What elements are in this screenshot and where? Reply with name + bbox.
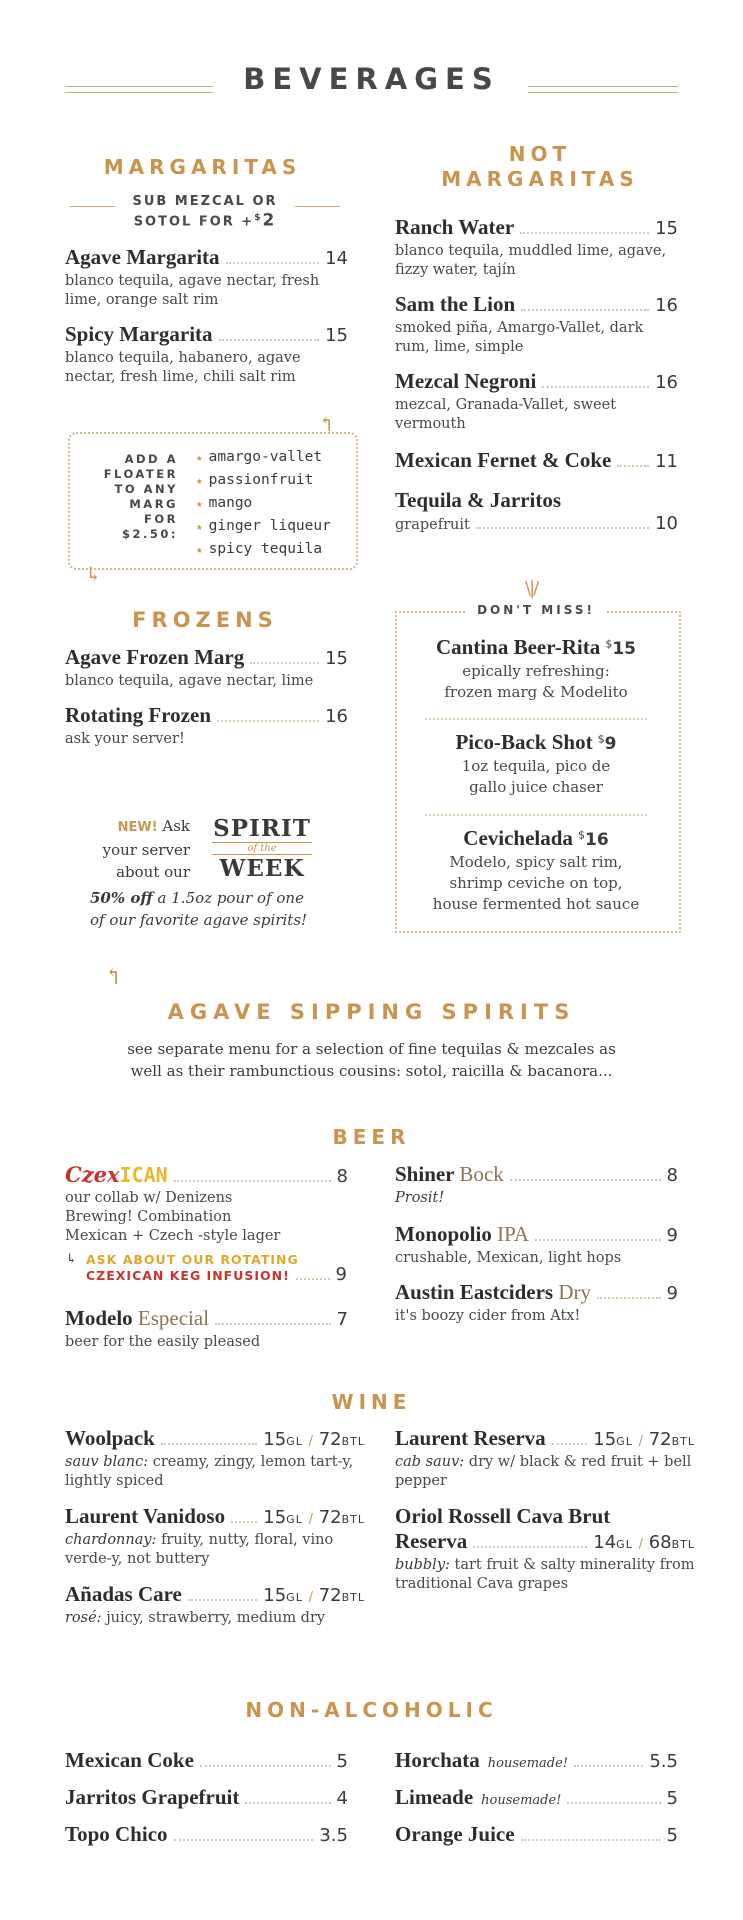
floater-option: ★ ginger liqueur <box>196 518 331 534</box>
star-icon: ★ <box>196 474 203 487</box>
spirit-offer: 50% off a 1.5oz pour of one of our favorite agave spirits! <box>90 889 308 929</box>
page-title: BEVERAGES <box>243 62 500 96</box>
menu-item: Austin Eastciders Dry 9 it's boozy cider from Atx! <box>395 1280 678 1324</box>
menu-item: Oriol Rossell Cava Brut Reserva 14GL / 68BTL bubbly: tart fruit & salty minerality from traditional Cava grapes <box>395 1504 695 1592</box>
menu-item: Horchata housemade! 5.5 <box>395 1748 678 1772</box>
keg-infusion-note: ASK ABOUT OUR ROTATING CZEXICAN KEG INFUSION! 9 <box>86 1252 348 1285</box>
beer-heading: BEER <box>332 1125 411 1149</box>
menu-item: Ranch Water 15 blanco tequila, muddled lime, agave, fizzy water, tajín <box>395 215 678 278</box>
spirit-ask-text: NEW! Ask your server about our <box>102 817 190 881</box>
menu-item: Rotating Frozen 16 ask your server! <box>65 703 348 747</box>
arrow-icon: ↳ <box>85 562 102 586</box>
feature-item: Pico-Back Shot $9 1oz tequila, pico de gallo juice chaser <box>455 730 617 796</box>
floater-option: ★ passionfruit <box>196 472 314 488</box>
menu-item: Woolpack 15GL / 72BTL sauv blanc: creamy, zingy, lemon tart-y, lightly spiced <box>65 1426 365 1489</box>
feature-item: Cantina Beer-Rita $15 epically refreshing: frozen marg & Modelito <box>435 635 637 701</box>
menu-item: Añadas Care 15GL / 72BTL rosé: juicy, strawberry, medium dry <box>65 1582 365 1626</box>
menu-item: Topo Chico 3.5 <box>65 1822 348 1846</box>
menu-item: Sam the Lion 16 smoked piña, Amargo-Vallet, dark rum, lime, simple <box>395 292 678 355</box>
star-icon: ★ <box>196 451 203 464</box>
arrow-icon: ↰ <box>318 412 335 436</box>
menu-item: Monopolio IPA 9 crushable, Mexican, light hops <box>395 1222 678 1266</box>
menu-item: Modelo Especial 7 beer for the easily pleased <box>65 1306 348 1350</box>
burst-icon: \|/ <box>525 578 538 599</box>
menu-item: Agave Margarita 14 blanco tequila, agave nectar, fresh lime, orange salt rim <box>65 245 348 308</box>
menu-item: Spicy Margarita 15 blanco tequila, habanero, agave nectar, fresh lime, chili salt rim <box>65 322 348 385</box>
menu-item: Orange Juice 5 <box>395 1822 678 1846</box>
menu-item: Jarritos Grapefruit 4 <box>65 1785 348 1809</box>
margaritas-sub-rule-right <box>295 206 340 207</box>
star-icon: ★ <box>196 497 203 510</box>
czexican-logo: CzexICAN <box>65 1162 168 1187</box>
feature-item: Cevichelada $16 Modelo, spicy salt rim, shrimp ceviche on top, house fermented hot sauce <box>432 826 640 913</box>
wine-heading: WINE <box>331 1390 412 1414</box>
floater-option: ★ amargo-vallet <box>196 449 323 465</box>
floater-option: ★ mango <box>196 495 253 511</box>
divider <box>425 814 647 816</box>
menu-item: Mexican Coke 5 <box>65 1748 348 1772</box>
menu-item: Laurent Vanidoso 15GL / 72BTL chardonnay: fruity, nutty, floral, vino verde-y, not buttery <box>65 1504 365 1567</box>
agave-spirits-desc: see separate menu for a selection of fine tequilas & mezcales as well as their rambunctious cousins: sotol, raicilla & bacanora... <box>127 1040 616 1080</box>
menu-item: Limeade housemade! 5 <box>395 1785 678 1809</box>
menu-item: Shiner Bock 8 Prosit! <box>395 1162 678 1206</box>
star-icon: ★ <box>196 520 203 533</box>
arrow-icon: ↰ <box>104 965 123 990</box>
floater-label: ADD A FLOATER TO ANY MARG FOR $2.50: <box>103 452 178 541</box>
menu-item: Tequila & Jarritos grapefruit 10 <box>395 488 678 534</box>
margaritas-sub-note: SUB MEZCAL OR SOTOL FOR +$2 <box>132 194 278 231</box>
floater-option: ★ spicy tequila <box>196 541 323 557</box>
divider <box>425 718 647 720</box>
frozens-heading: FROZENS <box>132 608 278 632</box>
spirit-week-title: SPIRIT of the WEEK <box>213 815 311 882</box>
menu-item: CzexICAN 8 our collab w/ Denizens Brewing! Combination Mexican + Czech -style lager <box>65 1162 348 1244</box>
floater-options <box>196 446 331 561</box>
dont-miss-heading: DON'T MISS! <box>465 603 607 617</box>
agave-spirits-heading: AGAVE SIPPING SPIRITS <box>167 1000 576 1024</box>
margaritas-heading: MARGARITAS <box>103 155 302 179</box>
non-alcoholic-heading: NON-ALCOHOLIC <box>245 1698 498 1722</box>
star-icon: ★ <box>196 543 203 556</box>
menu-item: Mezcal Negroni 16 mezcal, Granada-Vallet, sweet vermouth <box>395 369 678 432</box>
arrow-icon: ↳ <box>66 1252 77 1267</box>
menu-item: Laurent Reserva 15GL / 72BTL cab sauv: dry w/ black & red fruit + bell pepper <box>395 1426 695 1489</box>
margaritas-sub-rule-left <box>70 206 115 207</box>
menu-item: Mexican Fernet & Coke 11 <box>395 448 678 472</box>
not-margaritas-heading: NOT MARGARITAS <box>441 142 639 191</box>
menu-item: Agave Frozen Marg 15 blanco tequila, agave nectar, lime <box>65 645 348 689</box>
